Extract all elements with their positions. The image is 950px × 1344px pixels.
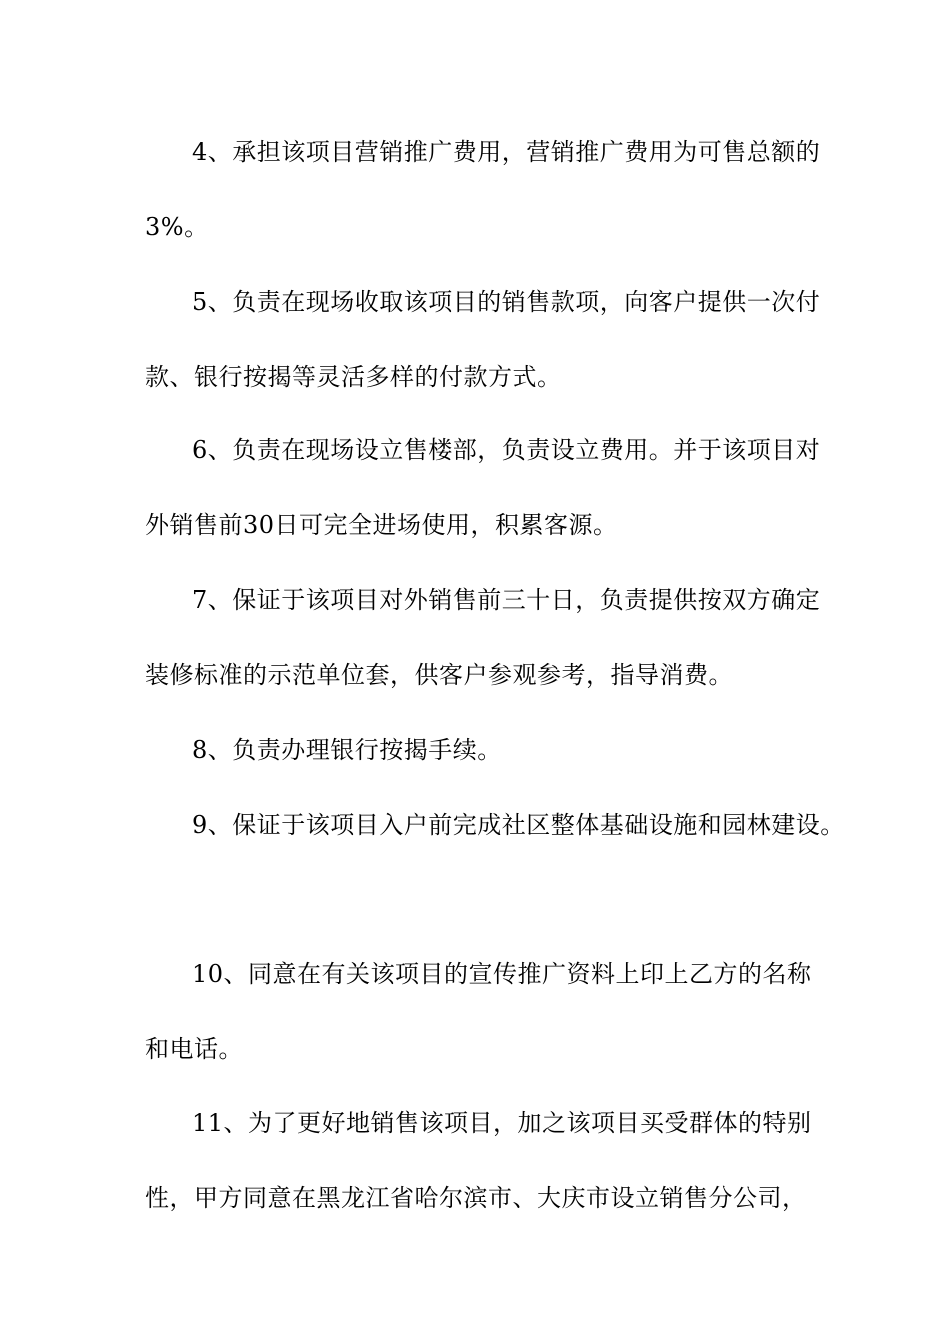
paragraph-10-line-2: 和电话。	[145, 1035, 243, 1063]
paragraph-4-line-1: 4、承担该项目营销推广费用，营销推广费用为可售总额的	[192, 138, 821, 166]
paragraph-11-line-1: 11、为了更好地销售该项目，加之该项目买受群体的特别	[192, 1109, 812, 1137]
paragraph-8: 8、负责办理银行按揭手续。	[192, 736, 502, 764]
paragraph-6-line-2: 外销售前30日可完全进场使用，积累客源。	[145, 511, 618, 539]
paragraph-6-line-1: 6、负责在现场设立售楼部，负责设立费用。并于该项目对	[192, 436, 821, 464]
paragraph-9: 9、保证于该项目入户前完成社区整体基础设施和园林建设。	[192, 811, 845, 839]
paragraph-5-line-2: 款、银行按揭等灵活多样的付款方式。	[145, 363, 562, 391]
paragraph-7-line-2: 装修标准的示范单位套，供客户参观参考，指导消费。	[145, 661, 733, 689]
paragraph-5-line-1: 5、负责在现场收取该项目的销售款项，向客户提供一次付	[192, 288, 821, 316]
paragraph-10-line-1: 10、同意在有关该项目的宣传推广资料上印上乙方的名称	[192, 960, 812, 988]
paragraph-11-line-2: 性，甲方同意在黑龙江省哈尔滨市、大庆市设立销售分公司，	[145, 1184, 807, 1212]
paragraph-4-line-2: 3%。	[145, 213, 209, 241]
paragraph-7-line-1: 7、保证于该项目对外销售前三十日，负责提供按双方确定	[192, 586, 821, 614]
